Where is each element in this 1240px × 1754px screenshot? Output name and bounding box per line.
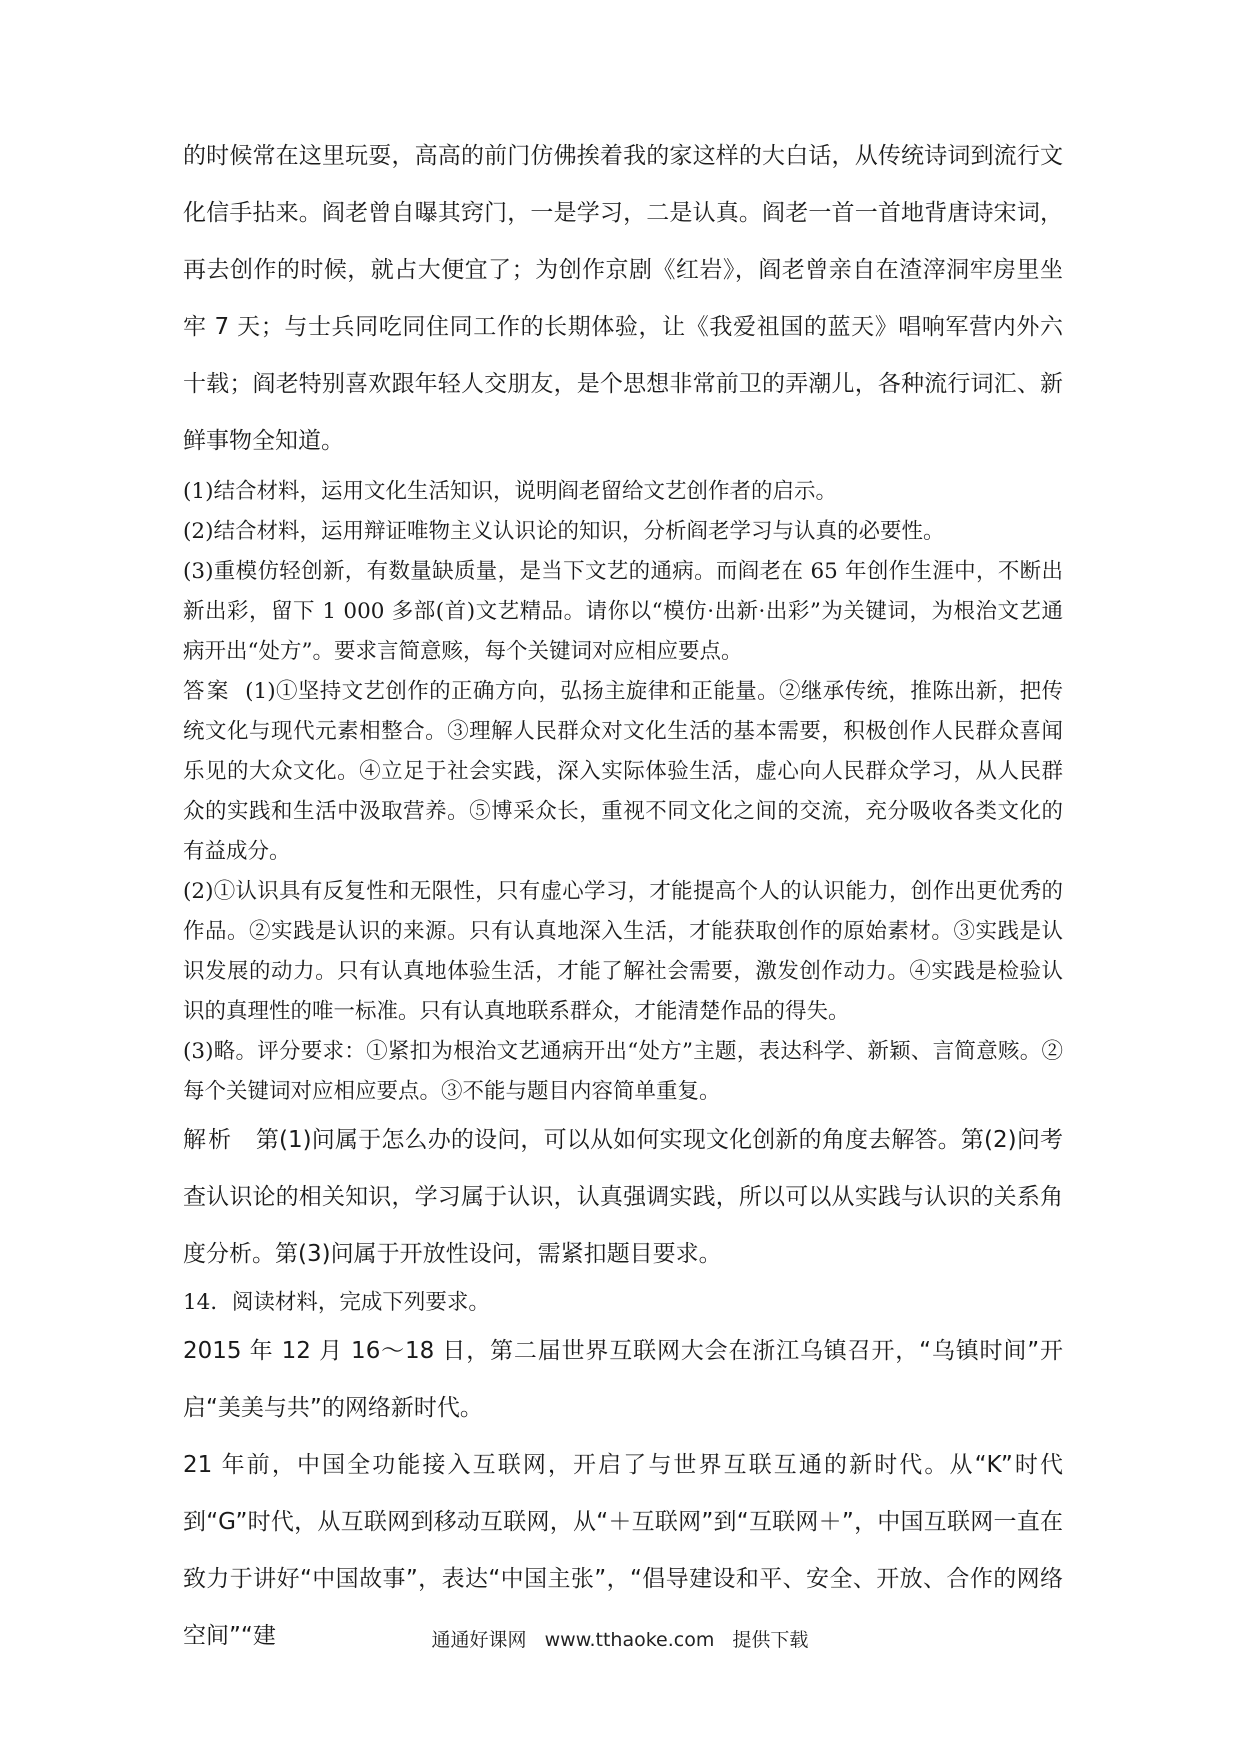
answer-part-2: (2)①认识具有反复性和无限性，只有虚心学习，才能提高个人的认识能力，创作出更优秀的作品。②实践是认识的来源。只有认真地深入生活，才能获取创作的原始素材。③实践是认识发展的动力。只有认真地体验生活，才能了解社会需要，激发创作动力。④实践是检验认识的真理性的唯一标准。只有认真地联系群众，才能清楚作品的得失。 [183, 879, 1063, 1024]
question-3: (3)重模仿轻创新，有数量缺质量，是当下文艺的通病。而阎老在 65 年创作生涯中，不断出新出彩，留下 1 000 多部(首)文艺精品。请你以“模仿·出新·出彩”为关键词，为根治文艺通病开出“处方”。要求言简意赅，每个关键词对应相应要点。 [183, 559, 1063, 664]
question-14-para-2: 21 年前，中国全功能接入互联网，开启了与世界互联互通的新时代。从“K”时代到“G”时代，从互联网到移动互联网，从“＋互联网”到“互联网＋”，中国互联网一直在致力于讲好“中国故事”，表达“中国主张”，“倡导建设和平、安全、开放、合作的网络空间”“建 [183, 1452, 1063, 1649]
footer-url[interactable]: www.tthaoke.com [544, 1629, 715, 1651]
question-14-para-1: 2015 年 12 月 16～18 日，第二届世界互联网大会在浙江乌镇召开，“乌镇时间”开启“美美与共”的网络新时代。 [183, 1338, 1063, 1421]
question-1: (1)结合材料，运用文化生活知识，说明阎老留给文艺创作者的启示。 [183, 479, 837, 504]
question-14-heading-block [183, 1283, 1063, 1323]
analysis-label: 解析 [183, 1127, 234, 1153]
page-footer [0, 1625, 1240, 1652]
answer-label: 答案 [183, 679, 231, 704]
question-14-heading: 14．阅读材料，完成下列要求。 [183, 1290, 490, 1315]
footer-site-name: 通通好课网 [431, 1629, 527, 1651]
intro-paragraph: 的时候常在这里玩耍，高高的前门仿佛挨着我的家这样的大白话，从传统诗词到流行文化信手拈来。阎老曾自曝其窍门，一是学习，二是认真。阎老一首一首地背唐诗宋词，再去创作的时候，就占大便宜了；为创作京剧《红岩》，阎老曾亲自在渣滓洞牢房里坐牢 7 天；与士兵同吃同住同工作的长期体验，让《我爱祖国的蓝天》唱响军营内外六十载；阎老特别喜欢跟年轻人交朋友，是个思想非常前卫的弄潮儿，各种流行词汇、新鲜事物全知道。 [183, 143, 1063, 454]
answer-part-1-text: (1)①坚持文艺创作的正确方向，弘扬主旋律和正能量。②继承传统，推陈出新，把传统文化与现代元素相整合。③理解人民群众对文化生活的基本需要，积极创作人民群众喜闻乐见的大众文化。④立足于社会实践，深入实际体验生活，虚心向人民群众学习，从人民群众的实践和生活中汲取营养。⑤博采众长，重视不同文化之间的交流，充分吸收各类文化的有益成分。 [183, 679, 1063, 864]
material-continuation [183, 128, 1063, 470]
answer-block [183, 672, 1063, 1112]
analysis-text: 第(1)问属于怎么办的设问，可以从如何实现文化创新的角度去解答。第(2)问考查认识论的相关知识，学习属于认识，认真强调实践，所以可以从实践与认识的关系角度分析。第(3)问属于开放性设问，需紧扣题目要求。 [183, 1127, 1064, 1267]
question-2: (2)结合材料，运用辩证唯物主义认识论的知识，分析阎老学习与认真的必要性。 [183, 519, 945, 544]
answer-part-1 [183, 672, 1063, 872]
answer-part-3: (3)略。评分要求：①紧扣为根治文艺通病开出“处方”主题，表达科学、新颖、言简意赅。②每个关键词对应相应要点。③不能与题目内容简单重复。 [183, 1039, 1063, 1104]
analysis-paragraph [183, 1112, 1063, 1283]
question-14-material [183, 1323, 1063, 1665]
questions-block [183, 472, 1063, 672]
analysis-block [183, 1112, 1063, 1283]
page-content [183, 143, 1064, 1665]
footer-note: 提供下载 [732, 1629, 809, 1651]
